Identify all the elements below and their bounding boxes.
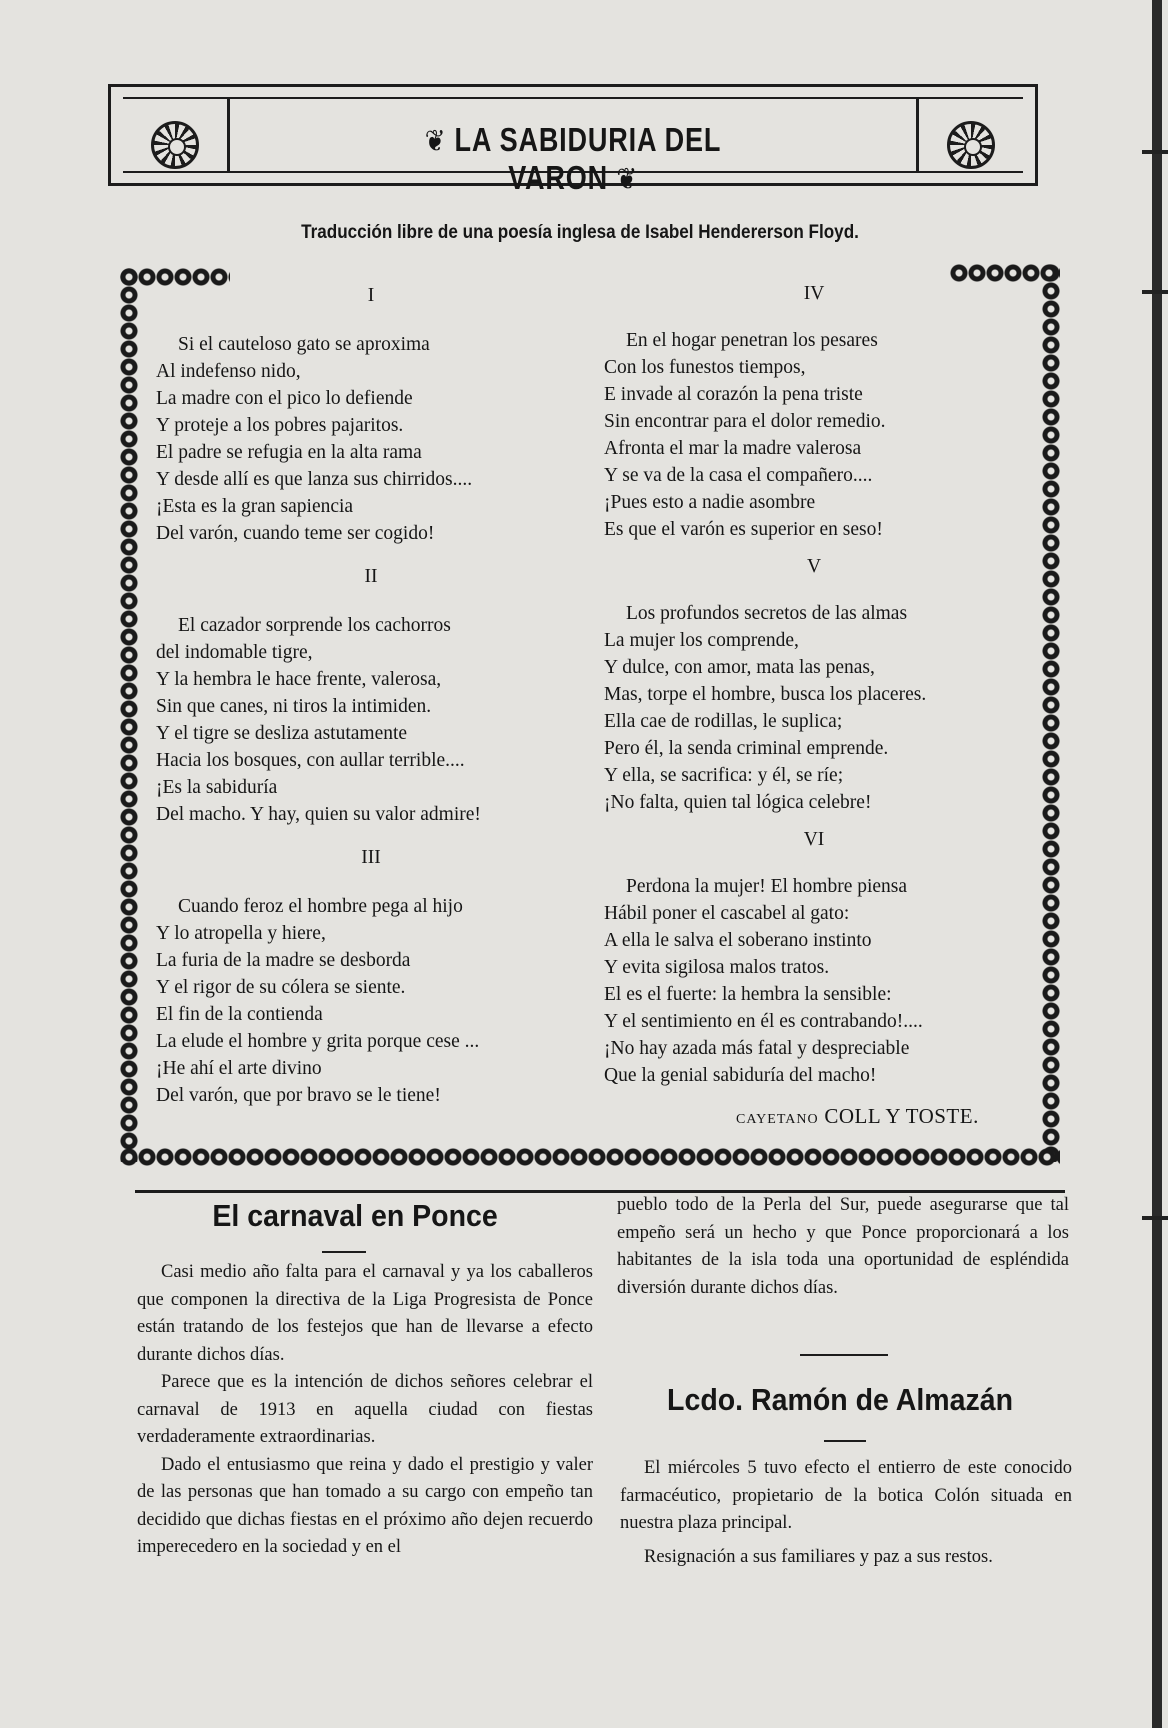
title-underline bbox=[322, 1251, 366, 1253]
verse-line: Pero él, la senda criminal emprende. bbox=[604, 738, 889, 759]
verse-line: del indomable tigre, bbox=[156, 642, 313, 663]
verse-line: Y ella, se sacrifica: y él, se ríe; bbox=[604, 765, 844, 786]
article-title-carnaval: El carnaval en Ponce bbox=[212, 1198, 498, 1233]
verse-line: Sin encontrar para el dolor remedio. bbox=[604, 411, 886, 432]
verse-line: Al indefenso nido, bbox=[156, 361, 301, 382]
verse-line: Y el tigre se desliza astutamente bbox=[156, 723, 408, 744]
verse-line: Con los funestos tiempos, bbox=[604, 357, 806, 378]
edge-mark bbox=[1142, 150, 1168, 154]
verse-line: Sin que canes, ni tiros la intimiden. bbox=[156, 696, 432, 717]
section-separator bbox=[800, 1354, 888, 1356]
verse-line: Y proteje a los pobres pajaritos. bbox=[156, 415, 404, 436]
poem-subtitle: Traducción libre de una poesía inglesa de Isabel Hendererson Floyd. bbox=[301, 222, 859, 243]
verse-line: Afronta el mar la madre valerosa bbox=[604, 438, 862, 459]
verse-line: El cazador sorprende los cachorros bbox=[178, 615, 451, 636]
poem-column-right bbox=[604, 280, 1024, 1089]
header-divider bbox=[227, 99, 230, 171]
frame-border-right bbox=[1042, 264, 1060, 1162]
header-divider bbox=[916, 99, 919, 171]
verse-line: Del macho. Y hay, quien su valor admire! bbox=[156, 804, 481, 825]
article-body-carnaval-left bbox=[137, 1259, 593, 1562]
verse-line: Mas, torpe el hombre, busca los placeres. bbox=[604, 684, 927, 705]
verse-line: ¡Esta es la gran sapiencia bbox=[156, 496, 354, 517]
verse-line: Perdona la mujer! El hombre piensa bbox=[626, 876, 908, 897]
verse-line: El padre se refugia en la alta rama bbox=[156, 442, 422, 463]
stanza bbox=[604, 280, 1024, 543]
stanza-number: I bbox=[367, 285, 375, 306]
author-last-name: COLL Y TOSTE. bbox=[824, 1104, 979, 1128]
verse-line: Del varón, cuando teme ser cogido! bbox=[156, 523, 435, 544]
article-body-almazan bbox=[620, 1455, 1072, 1571]
verse-line: E invade al corazón la pena triste bbox=[604, 384, 863, 405]
verse-line: Hábil poner el cascabel al gato: bbox=[604, 903, 850, 924]
poem-column-left bbox=[156, 282, 586, 1109]
verse-line: Los profundos secretos de las almas bbox=[626, 603, 908, 624]
edge-mark bbox=[1142, 290, 1168, 294]
article-paragraph: pueblo todo de la Perla del Sur, puede asegurarse que tal empeño será un hecho y que Ponce proporcionará a los habitantes de la isla toda una oportunidad de espléndida diversión durante dichos días. bbox=[617, 1195, 1069, 1298]
verse-line: La madre con el pico lo defiende bbox=[156, 388, 413, 409]
verse-line: Es que el varón es superior en seso! bbox=[604, 519, 883, 540]
verse-line: Y el rigor de su cólera se siente. bbox=[156, 977, 406, 998]
author-first-name: CAYETANO bbox=[736, 1112, 819, 1127]
verse-line: Y desde allí es que lanza sus chirridos.... bbox=[156, 469, 473, 490]
page-edge bbox=[1152, 0, 1162, 1728]
verse-line: Y lo atropella y hiere, bbox=[156, 923, 326, 944]
flourish-icon: ❦ bbox=[616, 163, 638, 196]
stanza bbox=[156, 844, 586, 1109]
frame-border-bottom bbox=[120, 1148, 1060, 1166]
verse-line: Y el sentimiento en él es contrabando!.... bbox=[604, 1011, 923, 1032]
verse-line: Si el cauteloso gato se aproxima bbox=[178, 334, 430, 355]
verse-line: En el hogar penetran los pesares bbox=[626, 330, 878, 351]
article-paragraph: Dado el entusiasmo que reina y dado el prestigio y valer de las personas que han tomado a su cargo con empeño tan decidido que dichas fiestas en el próximo año dejen recuerdo imperecedero en la sociedad y en el bbox=[137, 1454, 593, 1557]
verse-line: Y dulce, con amor, mata las penas, bbox=[604, 657, 875, 678]
stanza bbox=[156, 282, 586, 547]
article-paragraph: Casi medio año falta para el carnaval y ya los caballeros que componen la directiva de la Liga Progresista de Ponce están tratando de los festejos que han de llevarse a efecto durante dichos días. bbox=[137, 1262, 593, 1365]
edge-mark bbox=[1142, 1216, 1168, 1220]
stanza-number: II bbox=[364, 566, 378, 587]
article-paragraph: Parece que es la intención de dichos señores celebrar el carnaval de 1913 en aquella ciudad con fiestas verdaderamente extraordinarias. bbox=[137, 1372, 593, 1447]
stanza bbox=[604, 553, 1024, 816]
rosette-icon bbox=[947, 121, 995, 169]
title-text: LA SABIDURIA DEL VARON bbox=[454, 121, 722, 196]
rosette-icon bbox=[151, 121, 199, 169]
verse-line: ¡Es la sabiduría bbox=[156, 777, 278, 798]
article-paragraph: El miércoles 5 tuvo efecto el entierro de este conocido farmacéutico, propietario de la botica Colón situada en nuestra plaza principal. bbox=[620, 1458, 1072, 1533]
poem-author bbox=[736, 1104, 979, 1129]
verse-line: Hacia los bosques, con aullar terrible.... bbox=[156, 750, 465, 771]
verse-line: Cuando feroz el hombre pega al hijo bbox=[178, 896, 463, 917]
flourish-icon: ❦ bbox=[424, 125, 447, 158]
article-paragraph: Resignación a sus familiares y paz a sus restos. bbox=[644, 1546, 993, 1567]
verse-line: La furia de la madre se desborda bbox=[156, 950, 411, 971]
verse-line: Ella cae de rodillas, le suplica; bbox=[604, 711, 843, 732]
title-underline bbox=[824, 1440, 866, 1442]
verse-line: El es el fuerte: la hembra la sensible: bbox=[604, 984, 892, 1005]
stanza-number: VI bbox=[803, 829, 825, 850]
header-box bbox=[108, 84, 1038, 196]
verse-line: Y se va de la casa el compañero.... bbox=[604, 465, 873, 486]
stanza-number: IV bbox=[803, 283, 825, 304]
verse-line: La elude el hombre y grita porque cese ... bbox=[156, 1031, 480, 1052]
verse-line: ¡No falta, quien tal lógica celebre! bbox=[604, 792, 872, 813]
stanza-number: V bbox=[806, 556, 822, 577]
article-title-almazan: Lcdo. Ramón de Almazán bbox=[667, 1382, 1014, 1417]
article-body-carnaval-right bbox=[617, 1192, 1069, 1302]
verse-line: La mujer los comprende, bbox=[604, 630, 799, 651]
verse-line: A ella le salva el soberano instinto bbox=[604, 930, 872, 951]
verse-line: El fin de la contienda bbox=[156, 1004, 323, 1025]
verse-line: Y la hembra le hace frente, valerosa, bbox=[156, 669, 442, 690]
stanza bbox=[156, 563, 586, 828]
verse-line: Del varón, que por bravo se le tiene! bbox=[156, 1085, 441, 1106]
stanza bbox=[604, 826, 1024, 1089]
verse-line: Y evita sigilosa malos tratos. bbox=[604, 957, 830, 978]
verse-line: ¡Pues esto a nadie asombre bbox=[604, 492, 816, 513]
frame-border-left bbox=[120, 268, 138, 1162]
stanza-number: III bbox=[361, 847, 381, 868]
verse-line: ¡No hay azada más fatal y despreciable bbox=[604, 1038, 910, 1059]
header-inner-frame bbox=[123, 97, 1023, 196]
verse-line: ¡He ahí el arte divino bbox=[156, 1058, 322, 1079]
page-title bbox=[393, 121, 754, 197]
verse-line: Que la genial sabiduría del macho! bbox=[604, 1065, 877, 1086]
